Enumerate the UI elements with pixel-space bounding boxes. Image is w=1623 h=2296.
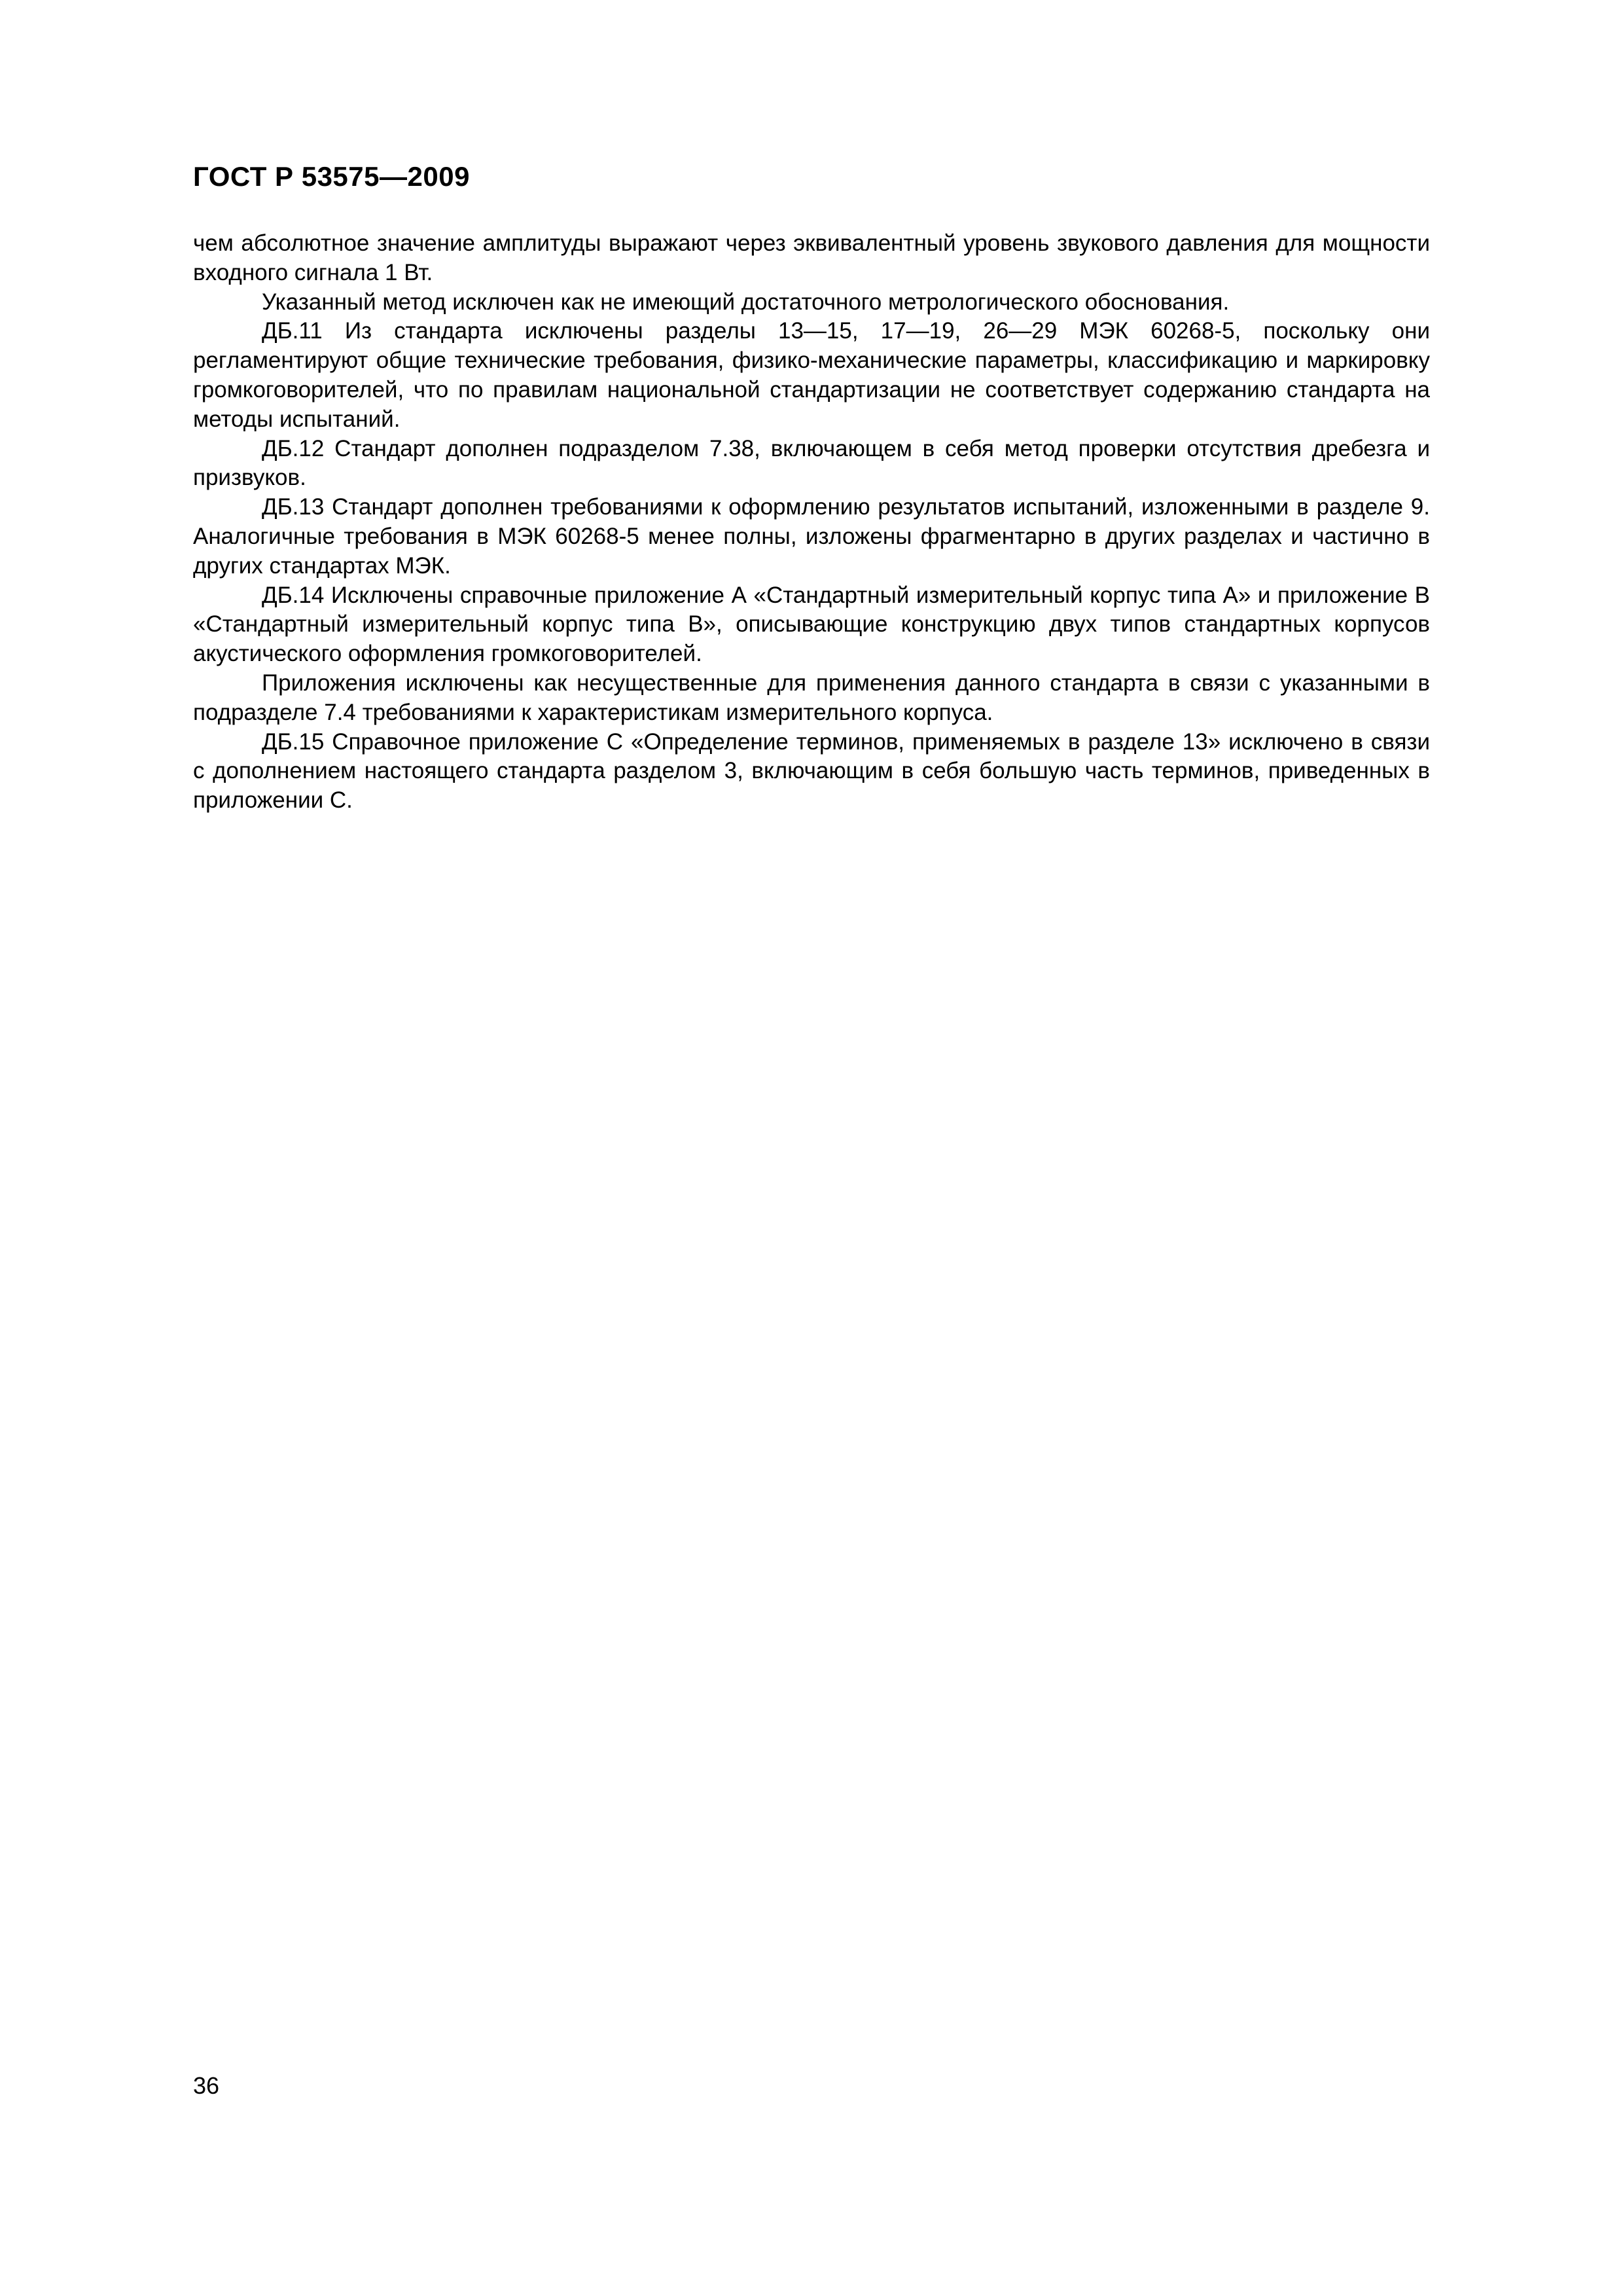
page-number: 36 — [193, 2072, 220, 2099]
document-code-header: ГОСТ Р 53575—2009 — [193, 161, 470, 192]
paragraph: Указанный метод исключен как не имеющий достаточного метрологического обоснования. — [262, 289, 1230, 315]
paragraph-db-11: ДБ.11 Из стандарта исключены разделы 13—15, 17—19, 26—29 МЭК 60268-5, поскольку они регламентируют общие технические требования, физико-механические параметры, классификацию и маркировку громкоговорителей, что по правилам национальной стандартизации не соответствует содержанию стандарта на методы испытаний. — [193, 318, 1430, 432]
paragraph-continuation: чем абсолютное значение амплитуды выражают через эквивалентный уровень звукового давления для мощности входного сигнала 1 Вт. — [193, 230, 1430, 285]
paragraph-db-14: ДБ.14 Исключены справочные приложение А «Стандартный измерительный корпус типа А» и приложение В «Стандартный измерительный корпус типа В», описывающие конструкцию двух типов стандартных корпусов акустического оформления громкоговорителей. — [193, 582, 1430, 667]
paragraph-db-15: ДБ.15 Справочное приложение С «Определение терминов, применяемых в разделе 13» исключено в связи с дополнением настоящего стандарта разделом 3, включающим в себя большую часть терминов, приведенных в приложении С. — [193, 728, 1430, 814]
paragraph-db-13: ДБ.13 Стандарт дополнен требованиями к оформлению результатов испытаний, изложенными в разделе 9. Аналогичные требования в МЭК 60268-5 менее полны, изложены фрагментарно в других разделах и частично в других стандартах МЭК. — [193, 494, 1430, 579]
paragraph: Приложения исключены как несущественные для применения данного стандарта в связи с указанными в подразделе 7.4 требованиями к характеристикам измерительного корпуса. — [193, 670, 1430, 725]
document-body — [193, 229, 1430, 816]
paragraph-db-12: ДБ.12 Стандарт дополнен подразделом 7.38, включающем в себя метод проверки отсутствия дребезга и призвуков. — [193, 435, 1430, 491]
